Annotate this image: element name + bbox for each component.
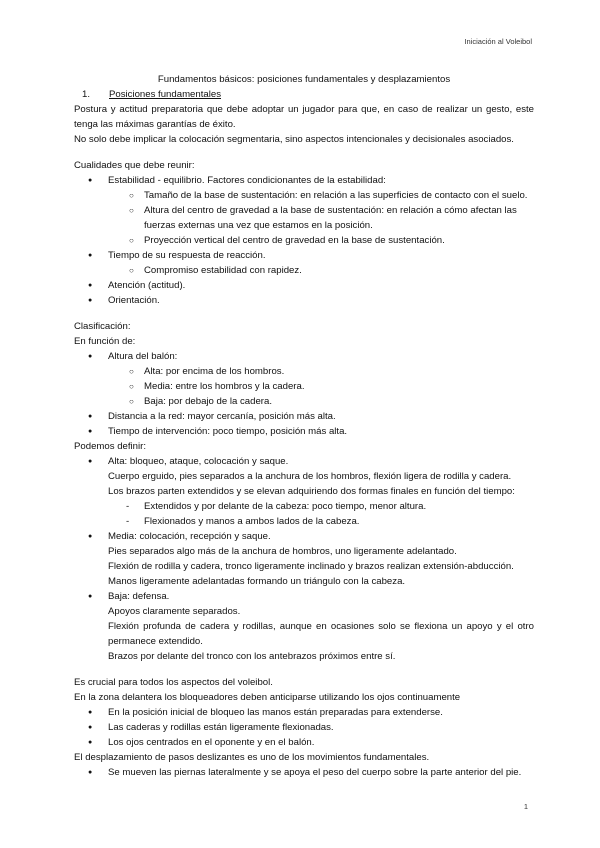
list-item: - Extendidos y por delante de la cabeza: poco tiempo, menor altura. [74,499,534,514]
list-item: ● Altura del balón: [74,349,534,364]
list-item: ● Tiempo de su respuesta de reacción. [74,248,534,263]
paragraph: Es crucial para todos los aspectos del voleibol. [74,677,273,688]
document-title: Fundamentos básicos: posiciones fundamentales y desplazamientos [157,74,451,85]
list-item: ○ Media: entre los hombros y la cadera. [74,379,534,394]
list-item: ● Distancia a la red: mayor cercanía, posición más alta. [74,409,534,424]
list-item: ● Alta: bloqueo, ataque, colocación y saque. [74,454,534,469]
funcion-list [74,349,534,439]
list-item: ● Baja: defensa. [74,589,534,604]
cualidades-list [74,173,534,308]
list-item: ○ Baja: por debajo de la cadera. [74,394,534,409]
page-number: 1 [523,802,528,811]
list-item: ○ Altura del centro de gravedad a la base de sustentación: en relación a cómo afectan las fuerzas externas una vez que estamos en la posición. [74,203,534,233]
list-item: ● Los ojos centrados en el oponente y en el balón. [74,735,534,750]
list-item: ● Las caderas y rodillas están ligeramente flexionadas. [74,720,534,735]
intro-paragraph: Postura y actitud preparatoria que debe adoptar un jugador para que, en caso de realizar un gesto, este tenga las máximas garantías de éxito. [74,104,534,130]
section-number: 1. [82,89,91,100]
list-item: ● Tiempo de intervención: poco tiempo, posición más alta. [74,424,534,439]
list-item: ● Media: colocación, recepción y saque. [74,529,534,544]
definir-list [74,454,534,664]
list-item: ● Atención (actitud). [74,278,534,293]
list-item: ● Se mueven las piernas lateralmente y se apoya el peso del cuerpo sobre la parte anterior del pie. [74,765,534,780]
list-item-text: Manos ligeramente adelantadas formando un triángulo con la cabeza. [108,576,406,587]
definir-heading: Podemos definir: [74,441,146,452]
list-item: ○ Tamaño de la base de sustentación: en relación a las superficies de contacto con el suelo. [74,188,534,203]
list-item-text: Apoyos claramente separados. [108,606,241,617]
list-item: ● Estabilidad - equilibrio. Factores condicionantes de la estabilidad: [74,173,534,188]
section-title: Posiciones fundamentales [109,89,221,100]
list-item: ○ Compromiso estabilidad con rapidez. [74,263,534,278]
list-item: ○ Alta: por encima de los hombros. [74,364,534,379]
paragraph: El desplazamiento de pasos deslizantes es uno de los movimientos fundamentales. [74,752,430,763]
list-item-text: Flexión de rodilla y cadera, tronco ligeramente inclinado y brazos realizan extensión-abducción. [108,561,514,572]
list-item-text: Brazos por delante del tronco con los antebrazos próximos entre sí. [108,651,396,662]
list-item: ● En la posición inicial de bloqueo las manos están preparadas para extenderse. [74,705,534,720]
list-item: ● Orientación. [74,293,534,308]
list-item: - Flexionados y manos a ambos lados de la cabeza. [74,514,534,529]
clasificacion-heading: Clasificación: [74,321,131,332]
funcion-heading: En función de: [74,336,136,347]
list-item-text: Pies separados algo más de la anchura de hombros, uno ligeramente adelantado. [108,546,457,557]
list-item-text: Los brazos parten extendidos y se elevan adquiriendo dos formas finales en función del tiempo: [108,486,515,497]
cualidades-heading: Cualidades que debe reunir: [74,160,195,171]
document-body [74,72,534,780]
desplazamiento-list [74,765,534,780]
section-heading [74,87,534,102]
intro-paragraph: No solo debe implicar la colocación segmentaria, sino aspectos intencionales y decisionales asociados. [74,134,514,145]
list-item: ○ Proyección vertical del centro de gravedad en la base de sustentación. [74,233,534,248]
zona-list [74,705,534,750]
running-header: Iniciación al Voleibol [464,37,532,46]
paragraph: En la zona delantera los bloqueadores deben anticiparse utilizando los ojos continuamente [74,692,461,703]
list-item-text: Cuerpo erguido, pies separados a la anchura de los hombros, flexión ligera de rodilla y cadera. [108,471,512,482]
list-item-text: Flexión profunda de cadera y rodillas, aunque en ocasiones solo se flexiona un apoyo y el otro permanece extendido. [108,621,534,647]
